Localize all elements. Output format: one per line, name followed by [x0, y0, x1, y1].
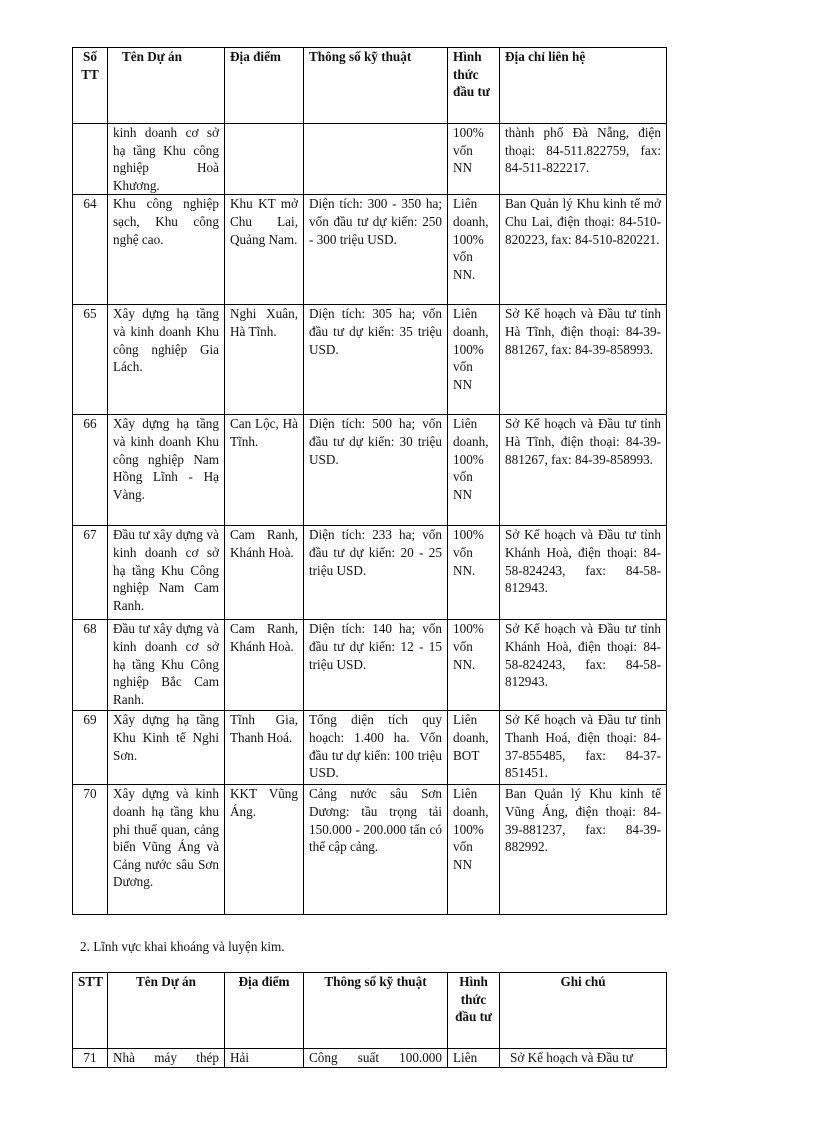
header-specs: Thông số kỹ thuật	[304, 973, 448, 1049]
investment-form: 100% vốn NN.	[448, 620, 500, 711]
table-row	[73, 785, 667, 915]
table-row	[73, 415, 667, 526]
project-location: Cam Ranh, Khánh Hoà.	[225, 620, 304, 711]
project-name: Khu công nghiệp sạch, Khu công nghệ cao.	[108, 195, 225, 305]
row-number: 71	[73, 1049, 108, 1068]
contact-info: Sở Kế hoạch và Đầu tư tỉnh Khánh Hoà, điện thoại: 84-58-824243, fax: 84-58-812943.	[500, 526, 667, 620]
project-specs	[304, 124, 448, 195]
header-location: Địa điểm	[225, 48, 304, 124]
project-name: Đầu tư xây dựng và kinh doanh cơ sở hạ tầng Khu Công nghiệp Bắc Cam Ranh.	[108, 620, 225, 711]
section-heading: 2. Lĩnh vực khai khoáng và luyện kim.	[80, 939, 285, 954]
project-specs: Diện tích: 500 ha; vốn đầu tư dự kiến: 30 triệu USD.	[304, 415, 448, 526]
table-row	[73, 195, 667, 305]
row-number: 66	[73, 415, 108, 526]
contact-info: Sở Kế hoạch và Đầu tư tỉnh Hà Tĩnh, điện thoại: 84-39-881267, fax: 84-39-858993.	[500, 305, 667, 415]
investment-form: Liên doanh, 100% vốn NN	[448, 415, 500, 526]
project-location: Tĩnh Gia, Thanh Hoá.	[225, 711, 304, 785]
table-row	[73, 526, 667, 620]
table-row	[73, 124, 667, 195]
header-investment-form: Hình thức đầu tư	[448, 973, 500, 1049]
header-investment-form: Hình thức đầu tư	[448, 48, 500, 124]
project-location: KKT Vũng Áng.	[225, 785, 304, 915]
project-name: Xây dựng hạ tầng và kinh doanh Khu công nghiệp Nam Hồng Lĩnh - Hạ Vàng.	[108, 415, 225, 526]
project-name: Xây dựng hạ tầng Khu Kinh tế Nghi Sơn.	[108, 711, 225, 785]
project-name: Đầu tư xây dựng và kinh doanh cơ sở hạ tầng Khu Công nghiệp Nam Cam Ranh.	[108, 526, 225, 620]
header-project-name: Tên Dự án	[108, 48, 225, 124]
project-specs: Diện tích: 233 ha; vốn đầu tư dự kiến: 20 - 25 triệu USD.	[304, 526, 448, 620]
table-row	[73, 305, 667, 415]
header-location: Địa điểm	[225, 973, 304, 1049]
investment-form: Liên doanh, 100% vốn NN.	[448, 195, 500, 305]
investment-form: Liên doanh, BOT	[448, 711, 500, 785]
investment-form: Liên doanh, 100% vốn NN	[448, 785, 500, 915]
contact-info: Sở Kế hoạch và Đầu tư tỉnh Thanh Hoá, điện thoại: 84-37-855485, fax: 84-37-851451.	[500, 711, 667, 785]
table-row	[73, 711, 667, 785]
project-name: Xây dựng và kinh doanh hạ tầng khu phi thuế quan, cảng biển Vũng Áng và Cảng nước sâu Sơn Dương.	[108, 785, 225, 915]
header-notes: Ghi chú	[500, 973, 667, 1049]
project-location: Nghi Xuân, Hà Tĩnh.	[225, 305, 304, 415]
projects-table	[72, 47, 667, 915]
project-name: Xây dựng hạ tầng và kinh doanh Khu công nghiệp Gia Lách.	[108, 305, 225, 415]
row-number: 67	[73, 526, 108, 620]
project-specs: Diện tích: 300 - 350 ha; vốn đầu tư dự kiến: 250 - 300 triệu USD.	[304, 195, 448, 305]
investment-form: Liên	[448, 1049, 500, 1068]
table-row	[73, 620, 667, 711]
row-number: 70	[73, 785, 108, 915]
notes: Sở Kế hoạch và Đầu tư	[500, 1049, 667, 1068]
contact-info: thành phố Đà Nẵng, điện thoại: 84-511.822759, fax: 84-511-822217.	[500, 124, 667, 195]
contact-info: Sở Kế hoạch và Đầu tư tỉnh Hà Tĩnh, điện thoại: 84-39-881267, fax: 84-39-858993.	[500, 415, 667, 526]
contact-info: Sở Kế hoạch và Đầu tư tỉnh Khánh Hoà, điện thoại: 84-58-824243, fax: 84-58-812943.	[500, 620, 667, 711]
row-number: 65	[73, 305, 108, 415]
header-contact: Địa chỉ liên hệ	[500, 48, 667, 124]
project-specs: Cảng nước sâu Sơn Dương: tầu trọng tải 150.000 - 200.000 tấn có thể cập cảng.	[304, 785, 448, 915]
project-location: Hải	[225, 1049, 304, 1068]
row-number: 69	[73, 711, 108, 785]
project-specs: Diện tích: 305 ha; vốn đầu tư dự kiến: 35 triệu USD.	[304, 305, 448, 415]
contact-info: Ban Quản lý Khu kinh tế Vũng Áng, điện thoại: 84-39-881237, fax: 84-39-882992.	[500, 785, 667, 915]
table-header-row	[73, 48, 667, 124]
project-specs: Diện tích: 140 ha; vốn đầu tư dự kiến: 12 - 15 triệu USD.	[304, 620, 448, 711]
project-location: Cam Ranh, Khánh Hoà.	[225, 526, 304, 620]
project-specs: Công suất 100.000	[304, 1049, 448, 1068]
project-location: Khu KT mở Chu Lai, Quảng Nam.	[225, 195, 304, 305]
row-number: 68	[73, 620, 108, 711]
mining-projects-table	[72, 972, 667, 1068]
project-name: kinh doanh cơ sở hạ tầng Khu công nghiệp Hoà Khương.	[108, 124, 225, 195]
header-stt: STT	[73, 973, 108, 1049]
header-specs: Thông số kỹ thuật	[304, 48, 448, 124]
project-location: Can Lộc, Hà Tĩnh.	[225, 415, 304, 526]
project-specs: Tổng diện tích quy hoạch: 1.400 ha. Vốn đầu tư dự kiến: 100 triệu USD.	[304, 711, 448, 785]
table-header-row	[73, 973, 667, 1049]
investment-form: Liên doanh, 100% vốn NN	[448, 305, 500, 415]
project-name: Nhà máy thép	[108, 1049, 225, 1068]
investment-form: 100% vốn NN	[448, 124, 500, 195]
row-number	[73, 124, 108, 195]
investment-form: 100% vốn NN.	[448, 526, 500, 620]
header-stt: Số TT	[73, 48, 108, 124]
row-number: 64	[73, 195, 108, 305]
project-location	[225, 124, 304, 195]
contact-info: Ban Quản lý Khu kinh tế mở Chu Lai, điện thoại: 84-510-820223, fax: 84-510-820221.	[500, 195, 667, 305]
header-project-name: Tên Dự án	[108, 973, 225, 1049]
table-row	[73, 1049, 667, 1068]
